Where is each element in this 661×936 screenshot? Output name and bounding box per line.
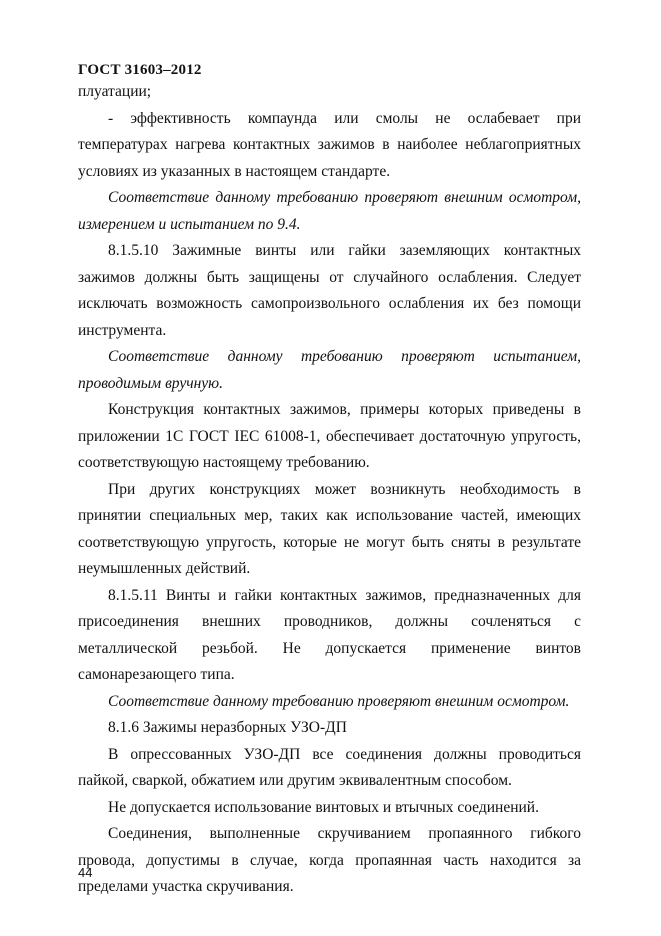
paragraph-text: Не допускается использование винтовых и втычных соединений. — [108, 798, 539, 816]
paragraph-continuation: плуатации; — [78, 83, 152, 100]
paragraph-list-item: - эффективность компаунда или смолы не ослабевает при температурах нагрева контактных зажимов в наиболее неблагоприятных условиях из указанных в настоящем стандарте. — [78, 109, 581, 180]
paragraph-clause-8-1-5-10: 8.1.5.10 Зажимные винты или гайки заземляющих контактных зажимов должны быть защищены от случайного ослабления. Следует исключать возможность самопроизвольного ослабления их без помощи инструмента. — [78, 242, 581, 339]
document-body — [78, 79, 581, 901]
paragraph-text: Конструкция контактных зажимов, примеры которых приведены в приложении 1С ГОСТ IEC 61008-1, обеспечивает достаточную упругость, соответствующую настоящему требованию. — [78, 401, 581, 471]
paragraph-text: В опрессованных УЗО-ДП все соединения должны проводиться пайкой, сваркой, обжатием или другим эквивалентным способом. — [78, 745, 581, 789]
paragraph-text: При других конструкциях может возникнуть необходимость в принятии специальных мер, таких как использование частей, имеющих соответствующую упругость, которые не могут быть сняты в результате неумышленных действий. — [78, 480, 581, 577]
paragraph-clause-8-1-5-11: 8.1.5.11 Винты и гайки контактных зажимов, предназначенных для присоединения внешних проводников, должны сочленяться с металлической резьбой. Не допускается применение винтов самонарезающего типа. — [78, 586, 581, 683]
page-number: 44 — [78, 865, 93, 880]
document-header: ГОСТ 31603–2012 — [78, 62, 202, 78]
paragraph-text: Соединения, выполненные скручиванием пропаянного гибкого провода, допустимы в случае, когда пропаянная часть находится за пределами участка скручивания. — [78, 825, 581, 895]
paragraph-verification-note: Соответствие данному требованию проверяют испытанием, проводимым вручную. — [78, 348, 581, 392]
paragraph-verification-note: Соответствие данному требованию проверяют внешним осмотром. — [108, 692, 570, 710]
paragraph-verification-note: Соответствие данному требованию проверяют внешним осмотром, измерением и испытанием по 9.4. — [78, 189, 581, 233]
section-heading-8-1-6: 8.1.6 Зажимы неразборных УЗО-ДП — [108, 719, 347, 736]
